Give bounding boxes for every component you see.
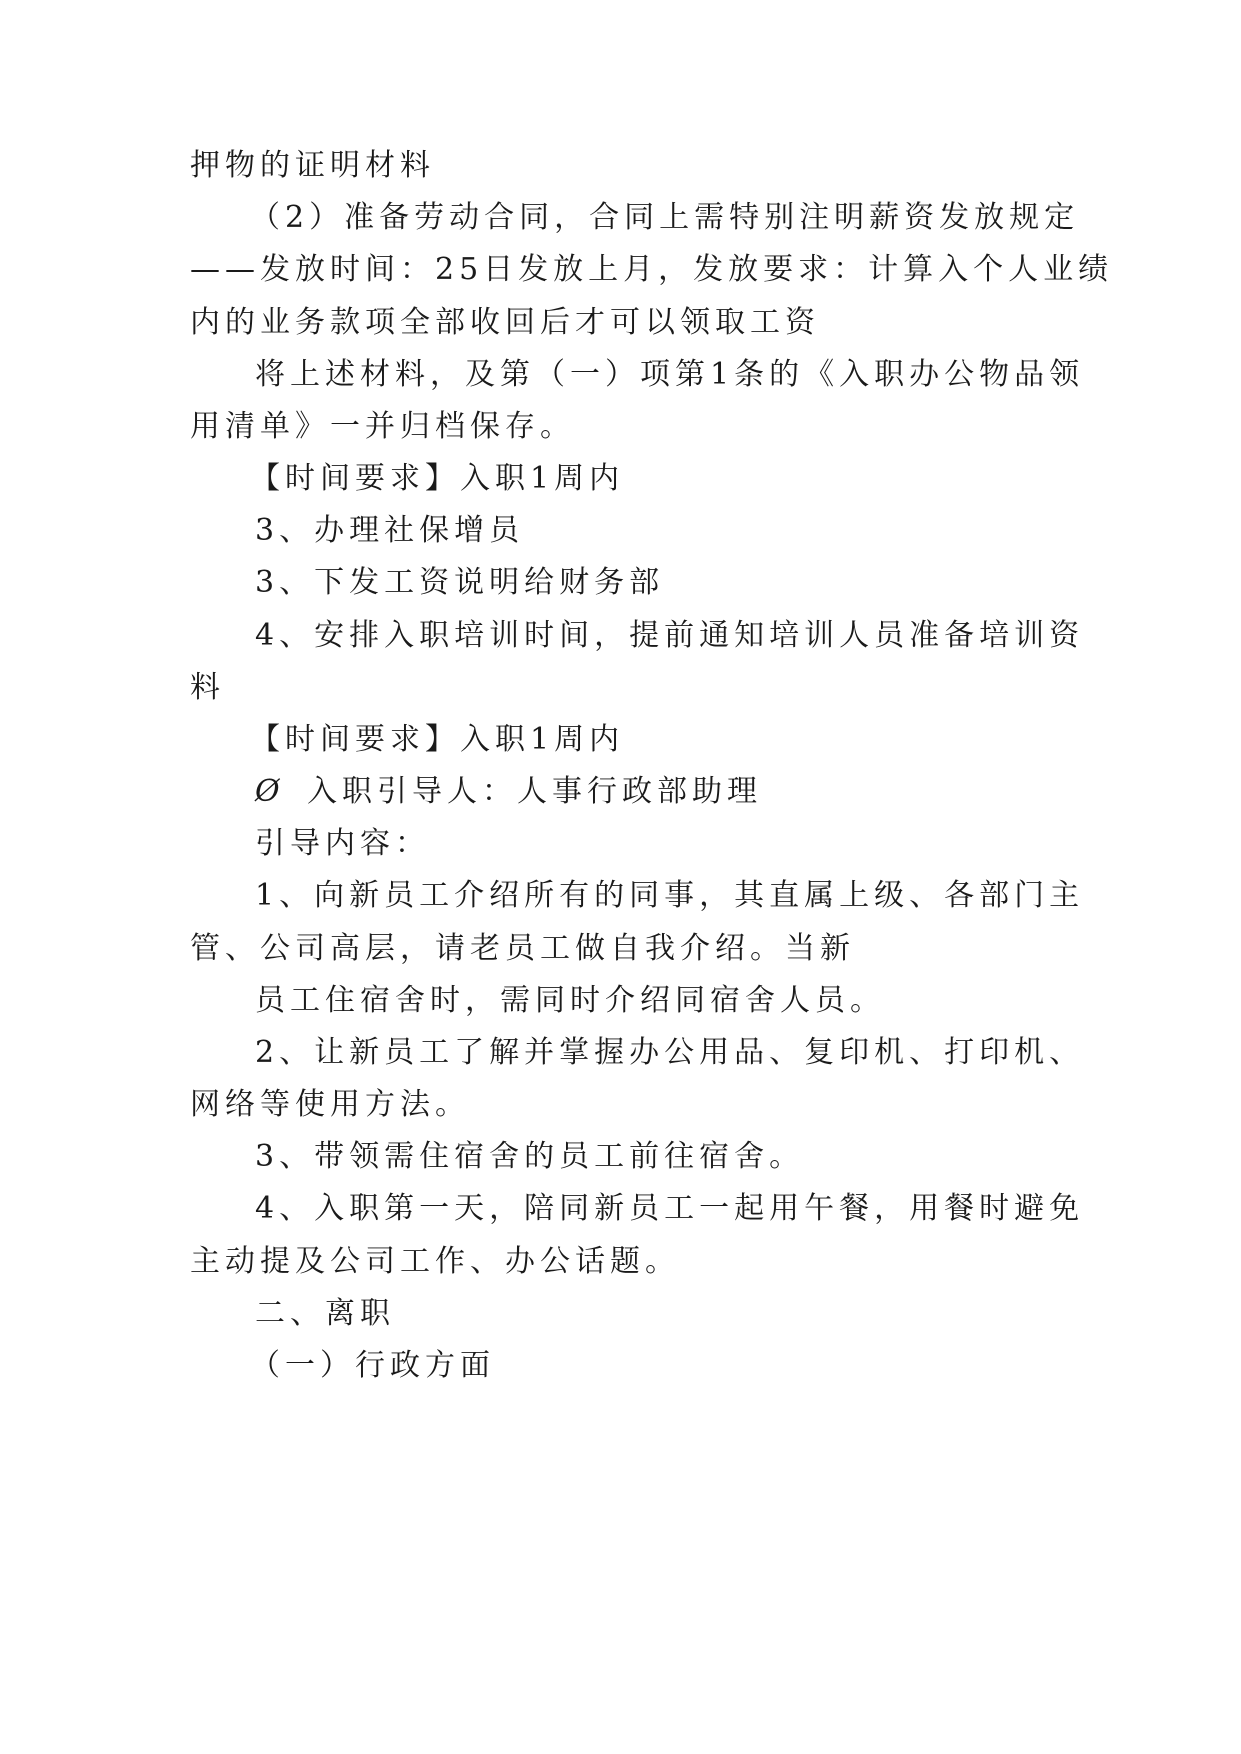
section-heading: 二、离职 <box>255 1296 395 1331</box>
list-item: 4、安排入职培训时间，提前通知培训人员准备培训资 <box>255 618 1085 653</box>
paragraph-line: 管、公司高层，请老员工做自我介绍。当新 <box>190 931 855 966</box>
paragraph-line: 用清单》一并归档保存。 <box>190 409 575 444</box>
list-item: 2、让新员工了解并掌握办公用品、复印机、打印机、 <box>255 1035 1085 1070</box>
list-item: 1、向新员工介绍所有的同事，其直属上级、各部门主 <box>255 878 1085 913</box>
paragraph-line: 员工住宿舍时，需同时介绍同宿舍人员。 <box>255 983 885 1018</box>
paragraph-line: 将上述材料，及第（一）项第1条的《入职办公物品领 <box>255 357 1085 392</box>
paragraph-line: 主动提及公司工作、办公话题。 <box>190 1244 680 1279</box>
section-label: 引导内容： <box>255 826 430 861</box>
list-item: 3、带领需住宿舍的员工前往宿舍。 <box>255 1139 805 1174</box>
paragraph-line: 料 <box>190 670 225 705</box>
subsection-heading: （一）行政方面 <box>250 1348 495 1383</box>
paragraph-line: 网络等使用方法。 <box>190 1087 470 1122</box>
paragraph-line: （2）准备劳动合同，合同上需特别注明薪资发放规定 <box>250 200 1080 235</box>
bullet-icon: Ø <box>255 774 285 809</box>
paragraph-line: 押物的证明材料 <box>190 148 435 183</box>
paragraph-line: 内的业务款项全部收回后才可以领取工资 <box>190 305 820 340</box>
list-item: 4、入职第一天，陪同新员工一起用午餐，用餐时避免 <box>255 1191 1085 1226</box>
list-item: 3、办理社保增员 <box>255 513 525 548</box>
guide-person-text: 入职引导人：人事行政部助理 <box>307 774 762 809</box>
guide-person-line <box>255 772 762 812</box>
paragraph-line: ——发放时间：25日发放上月，发放要求：计算入个人业绩 <box>190 252 1114 287</box>
list-item: 3、下发工资说明给财务部 <box>255 565 665 600</box>
time-requirement-line: 【时间要求】入职1周内 <box>250 722 625 757</box>
time-requirement-line: 【时间要求】入职1周内 <box>250 461 625 496</box>
